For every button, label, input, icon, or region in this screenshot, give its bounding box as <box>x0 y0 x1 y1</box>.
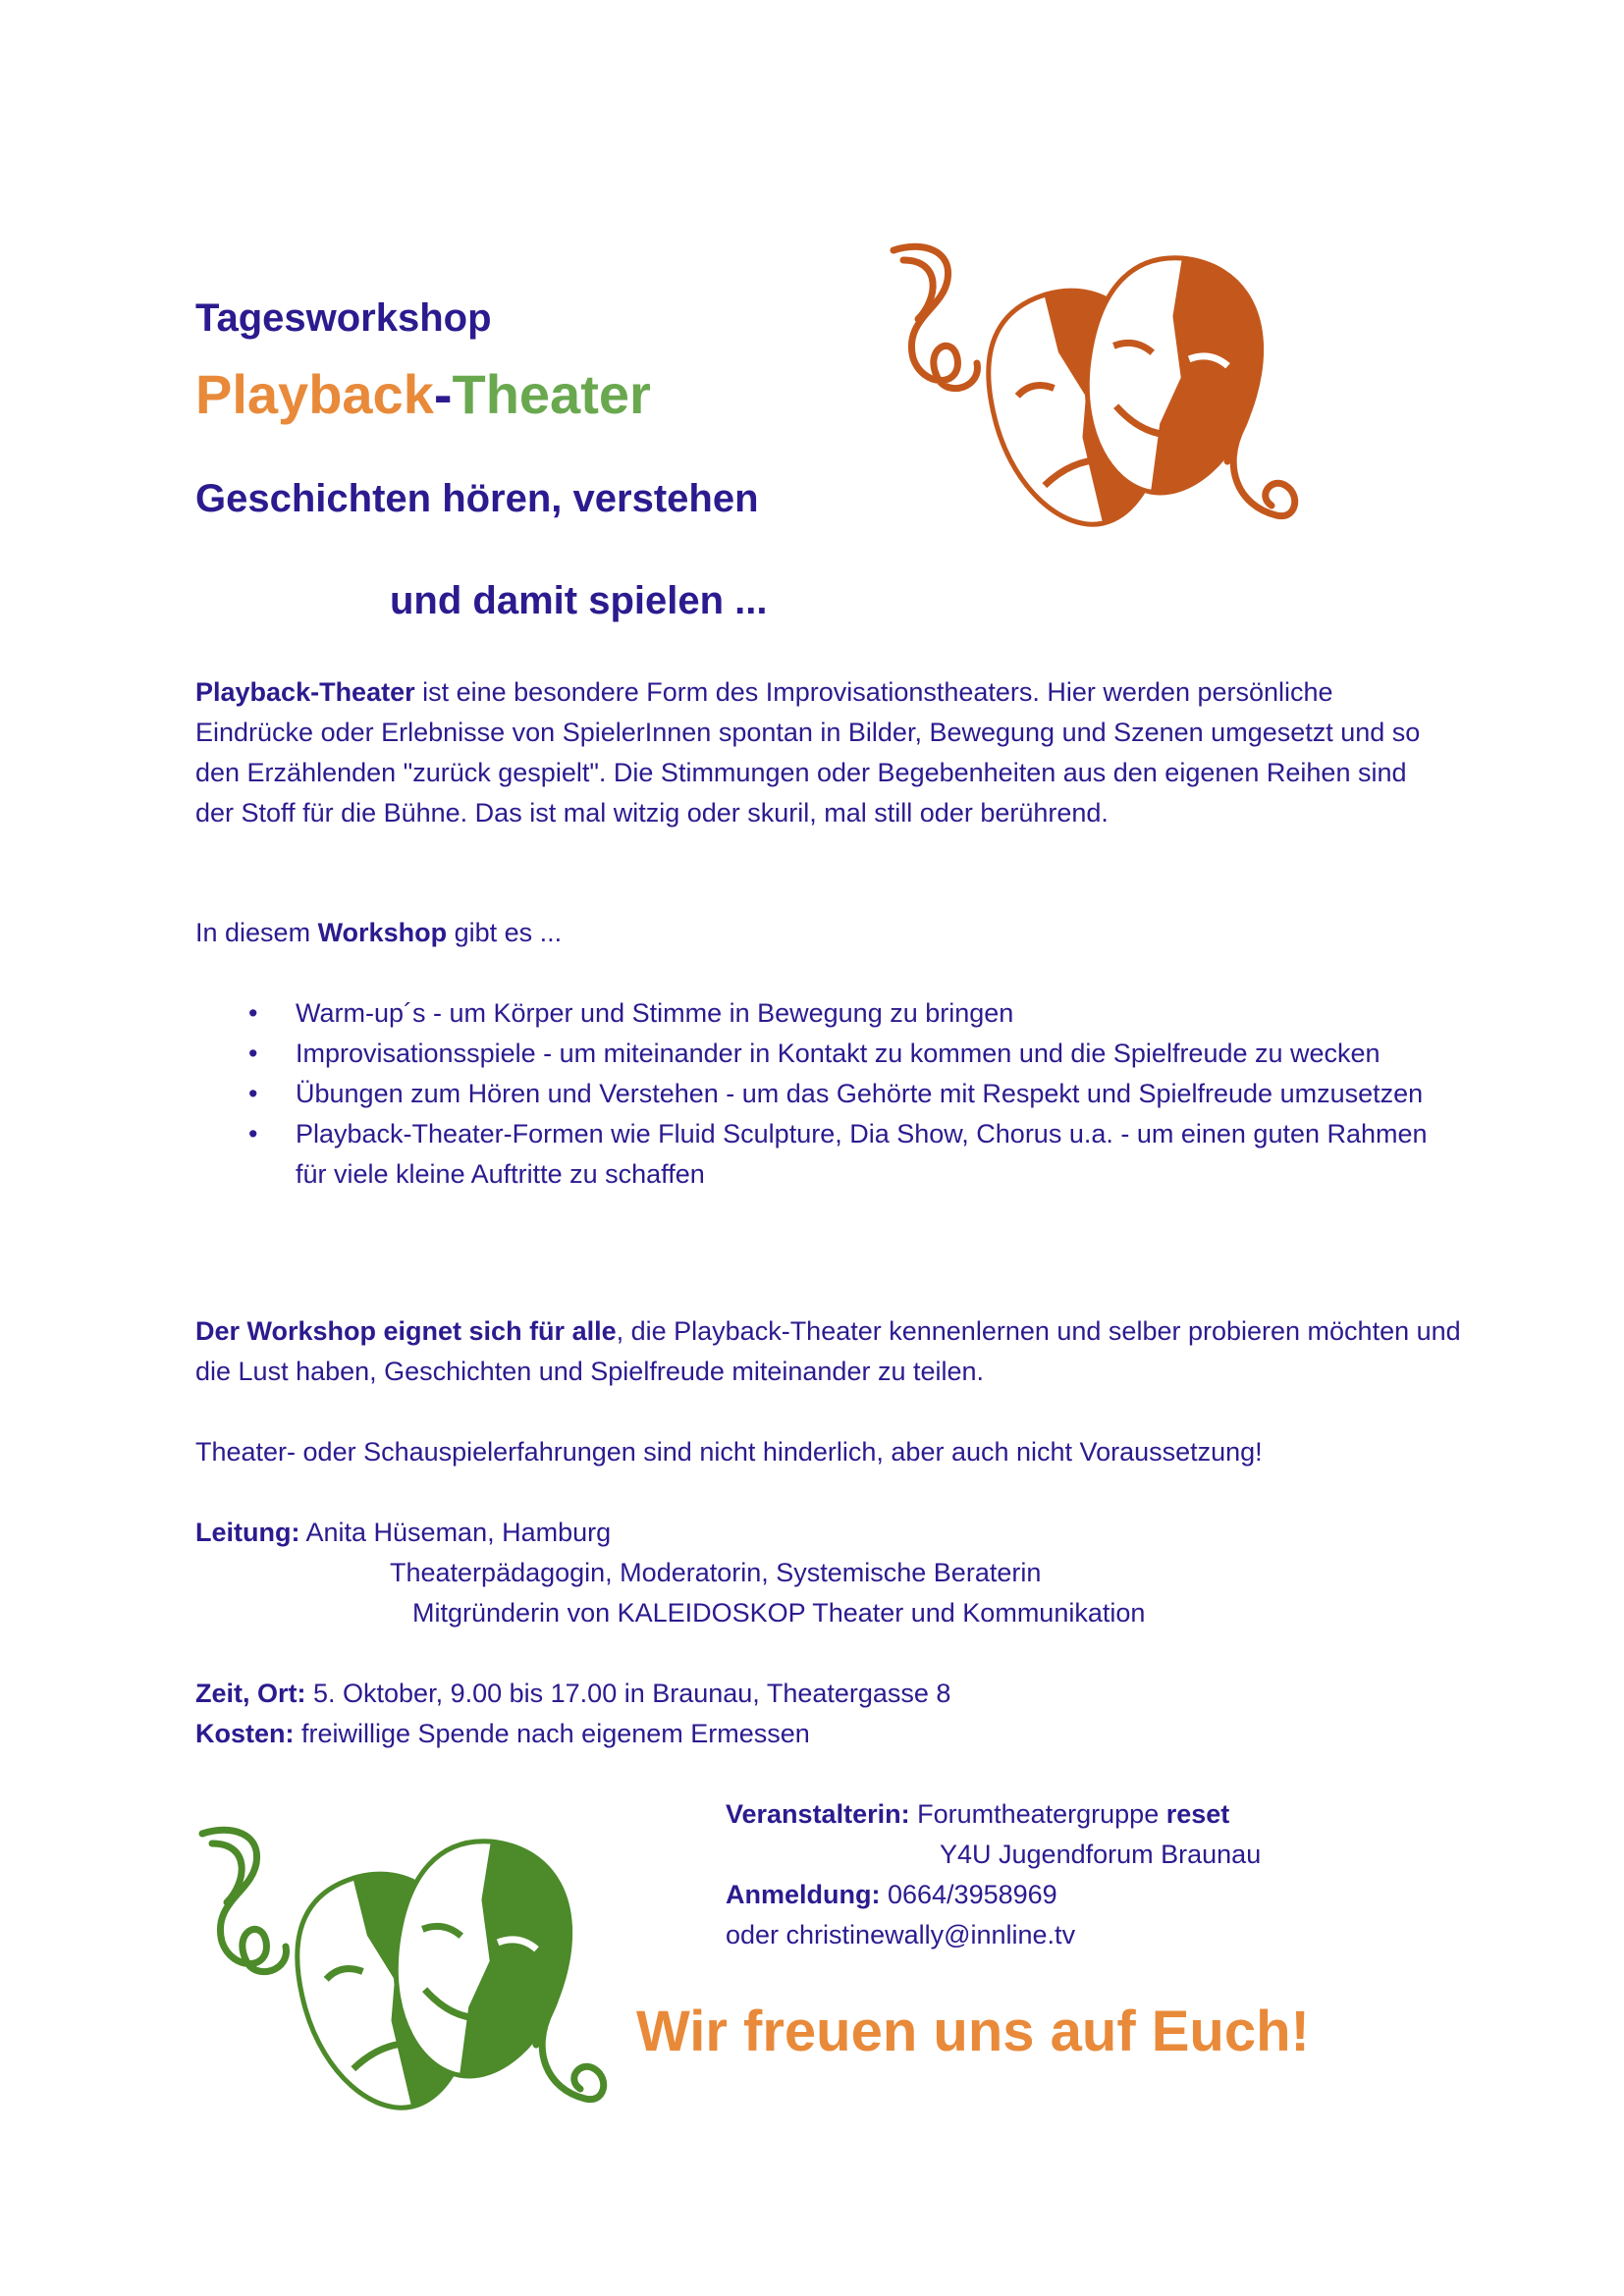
bullet-icon: • <box>248 1039 258 1068</box>
title-dash: - <box>433 363 453 425</box>
audience-bold: Der Workshop eignet sich für alle <box>195 1316 617 1346</box>
time-place-label: Zeit, Ort: <box>195 1679 306 1708</box>
organizer-line-2: Y4U Jugendforum Braunau <box>940 1840 1262 1869</box>
list-item <box>241 1074 1458 1114</box>
time-place-text: 5. Oktober, 9.00 bis 17.00 in Braunau, Theatergasse 8 <box>305 1679 951 1708</box>
costs-label: Kosten: <box>195 1719 295 1748</box>
page-title <box>195 361 651 427</box>
leitung-line <box>195 1513 611 1553</box>
list-item-text: Übungen zum Hören und Verstehen - um das Gehörte mit Respekt und Spielfreude umzusetzen <box>296 1079 1424 1108</box>
list-item-text: Improvisationsspiele - um miteinander in Kontakt zu kommen und die Spielfreude zu wecken <box>296 1039 1380 1068</box>
bullet-icon: • <box>248 1079 258 1108</box>
leitung-affiliation: Mitgründerin von KALEIDOSKOP Theater und Kommunikation <box>412 1598 1146 1628</box>
audience-text: , die Playback-Theater kennenlernen und selber probieren möchten und die Lust haben, Geschichten und Spielfreude miteinander zu teilen. <box>195 1316 1461 1386</box>
subtitle-line-1: Geschichten hören, verstehen <box>195 477 759 520</box>
intro-bold: Playback-Theater <box>195 677 415 707</box>
workshop-intro <box>195 913 562 953</box>
theater-masks-icon-top <box>884 240 1306 555</box>
list-item <box>241 1034 1458 1074</box>
title-part-playback: Playback <box>195 363 434 425</box>
activity-list <box>241 993 1458 1195</box>
intro-text: ist eine besondere Form des Improvisationstheaters. Hier werden persönliche Eindrücke oder Erlebnisse von SpielerInnen spontan in Bilder, Bewegung und Szenen umgesetzt und so den Erzählenden "zurück gespielt". Die Stimmungen oder Begebenheiten aus den eigenen Reihen sind der Stoff für die Bühne. Das ist mal witzig oder skuril, mal still oder berührend. <box>195 677 1421 828</box>
leitung-name: Anita Hüseman, Hamburg <box>299 1518 612 1547</box>
note-paragraph: Theater- oder Schauspielerfahrungen sind nicht hinderlich, aber auch nicht Voraussetzung! <box>195 1437 1263 1467</box>
closing-message: Wir freuen uns auf Euch! <box>636 2000 1310 2063</box>
time-place-line <box>195 1674 950 1714</box>
costs-text: freiwillige Spende nach eigenem Ermessen <box>294 1719 810 1748</box>
list-item-text: Warm-up´s - um Körper und Stimme in Bewegung zu bringen <box>296 998 1014 1028</box>
title-part-theater: Theater <box>452 363 651 425</box>
audience-paragraph <box>195 1311 1462 1392</box>
registration-email: oder christinewally@innline.tv <box>726 1920 1076 1949</box>
registration-label: Anmeldung: <box>726 1880 881 1909</box>
workshop-heading: Tagesworkshop <box>195 296 492 340</box>
registration-line <box>726 1875 1057 1915</box>
organizer-line <box>726 1794 1229 1835</box>
list-item <box>241 993 1458 1034</box>
organizer-label: Veranstalterin: <box>726 1799 910 1829</box>
costs-line <box>195 1714 810 1754</box>
workshop-intro-pre: In diesem <box>195 918 318 947</box>
registration-phone: 0664/3958969 <box>880 1880 1057 1909</box>
list-item-text: Playback-Theater-Formen wie Fluid Sculpture, Dia Show, Chorus u.a. - um einen guten Rahmen für viele kleine Auftritte zu schaffen <box>296 1119 1428 1189</box>
leitung-role: Theaterpädagogin, Moderatorin, Systemische Beraterin <box>390 1558 1042 1587</box>
bullet-icon: • <box>248 1119 258 1148</box>
subtitle-line-2: und damit spielen ... <box>390 579 768 622</box>
theater-masks-icon-bottom <box>192 1824 615 2138</box>
organizer-text: Forumtheatergruppe <box>909 1799 1166 1829</box>
bullet-icon: • <box>248 998 258 1028</box>
organizer-bold: reset <box>1165 1799 1230 1829</box>
intro-paragraph <box>195 672 1452 833</box>
list-item <box>241 1114 1458 1195</box>
workshop-intro-post: gibt es ... <box>447 918 563 947</box>
leitung-label: Leitung: <box>195 1518 300 1547</box>
workshop-intro-bold: Workshop <box>317 918 448 947</box>
